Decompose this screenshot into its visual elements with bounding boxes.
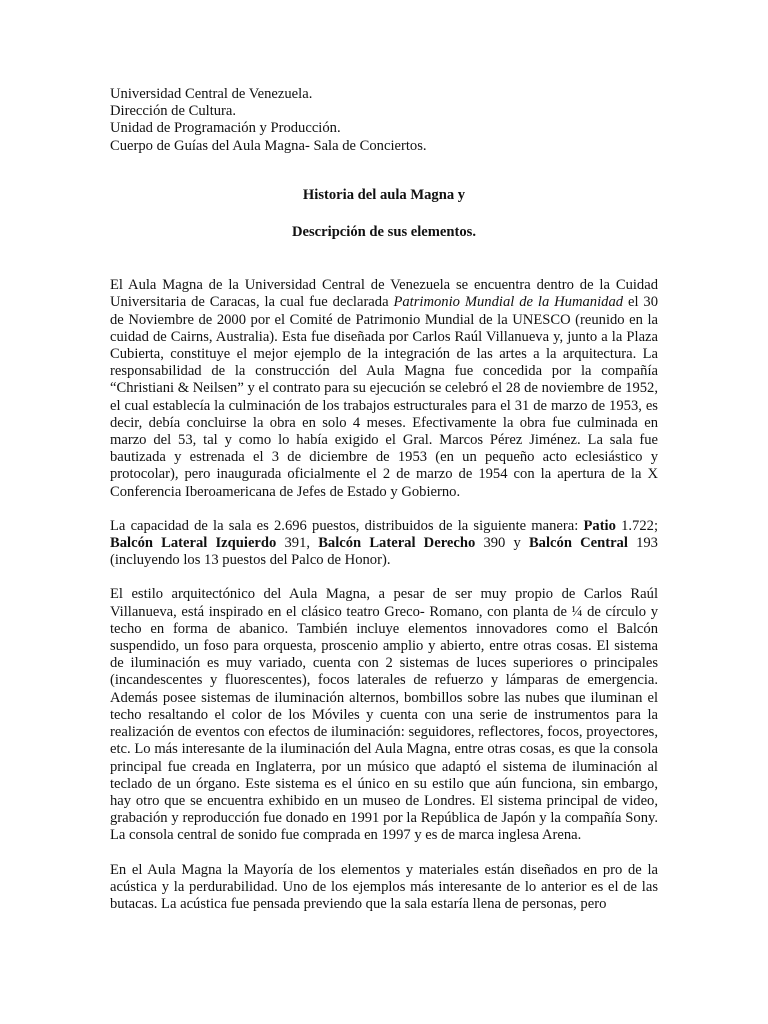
- paragraph-history: [110, 277, 658, 501]
- header-block: [110, 86, 658, 155]
- capacity-intro: La capacidad de la sala es 2.696 puestos, distribuidos de la siguiente manera:: [110, 517, 584, 534]
- header-unit: Unidad de Programación y Producción.: [110, 120, 341, 137]
- document-title: Historia del aula Magna y: [302, 186, 466, 203]
- capacity-central-balcony-value: 193 (incluyendo los 13 puestos del Palco de Honor).: [110, 535, 658, 569]
- header-guides: Cuerpo de Guías del Aula Magna- Sala de Conciertos.: [110, 137, 427, 154]
- header-direction: Dirección de Cultura.: [110, 103, 237, 120]
- header-university: Universidad Central de Venezuela.: [110, 86, 313, 102]
- paragraph-capacity: [110, 518, 658, 570]
- capacity-left-balcony-value: 391,: [276, 535, 319, 552]
- capacity-right-balcony-label: Balcón Lateral Derecho: [318, 535, 476, 552]
- paragraph-history-part-b: el 30 de Noviembre de 2000 por el Comité de Patrimonio Mundial de la UNESCO (reunido en la cuidad de Cairns, Australia). Esta fue diseñada por Carlos Raúl Villanueva y, junto a la Plaza Cubierta, constituye el mejor ejemplo de la integración de las artes a la arquitectura. La responsabilidad de la construcción del Aula Magna fue concedida por la compañía “Christiani & Neilsen” y el contrato para su ejecución se celebró el 28 de noviembre de 1952, el cual establecía la culminación de los trabajos estructurales para el 31 de marzo de 1953, es decir, debía concluirse la obra en solo 4 meses. Efectivamente la obra fue culminada en marzo del 53, tal y como lo había exigido el Gral. Marcos Pérez Jiménez. La sala fue bautizada y estrenada el 3 de diciembre de 1953 (en un pequeño acto eclesiástico y protocolar), pero inaugurada oficialmente el 2 de marzo de 1954 con la apertura de la X Conferencia Iberoamericana de Jefes de Estado y Gobierno.: [110, 294, 658, 500]
- capacity-central-balcony-label: Balcón Central: [528, 535, 628, 552]
- capacity-patio-value: 1.722;: [615, 517, 658, 534]
- paragraph-architecture: El estilo arquitectónico del Aula Magna, a pesar de ser muy propio de Carlos Raúl Villanueva, está inspirado en el clásico teatro Greco- Romano, con planta de ¼ de círculo y techo en forma de abanico. También incluye elementos innovadores como el Balcón suspendido, un foso para orquesta, proscenio amplio y abierto, entre otras cosas. El sistema de iluminación es muy variado, cuenta con 2 sistemas de luces superiores o principales (incandescentes y fluorescentes), focos laterales de refuerzo y lámparas de emergencia. Además posee sistemas de iluminación alternos, bombillos sobre las nubes que iluminan el techo resaltando el color de los Móviles y cuenta con una serie de instrumentos para la realización de eventos con efectos de iluminación: seguidores, reflectores, focos, proyectores, etc. Lo más interesante de la iluminación del Aula Magna, entre otras cosas, es que la consola principal fue creada en Inglaterra, por un músico que adaptó el sistema de iluminación al teclado de un órgano. Este sistema es el único en su estilo que aún funciona, sin embargo, hay otro que se encuentra exhibido en un museo de Londres. El sistema principal de video, grabación y reproducción fue donado en 1991 por la República de Japón y la compañía Sony. La consola central de sonido fue comprada en 1997 y es de marca inglesa Arena.: [110, 586, 658, 844]
- capacity-left-balcony-label: Balcón Lateral Izquierdo: [110, 535, 277, 552]
- capacity-right-balcony-value: 390 y: [475, 535, 529, 552]
- paragraph-history-italic: Patrimonio Mundial de la Humanidad: [393, 294, 624, 311]
- paragraph-acoustics: En el Aula Magna la Mayoría de los elementos y materiales están diseñados en pro de la acústica y la perdurabilidad. Uno de los ejemplos más interesante de lo anterior es el de las butacas. La acústica fue pensada previendo que la sala estaría llena de personas, pero: [110, 861, 658, 912]
- document-subtitle: Descripción de sus elementos.: [291, 224, 477, 241]
- paragraph-history-part-a: El Aula Magna de la Universidad Central de Venezuela se encuentra dentro de la Cuidad Universitaria de Caracas, la cual fue declarada: [110, 277, 658, 311]
- capacity-patio-label: Patio: [583, 517, 616, 534]
